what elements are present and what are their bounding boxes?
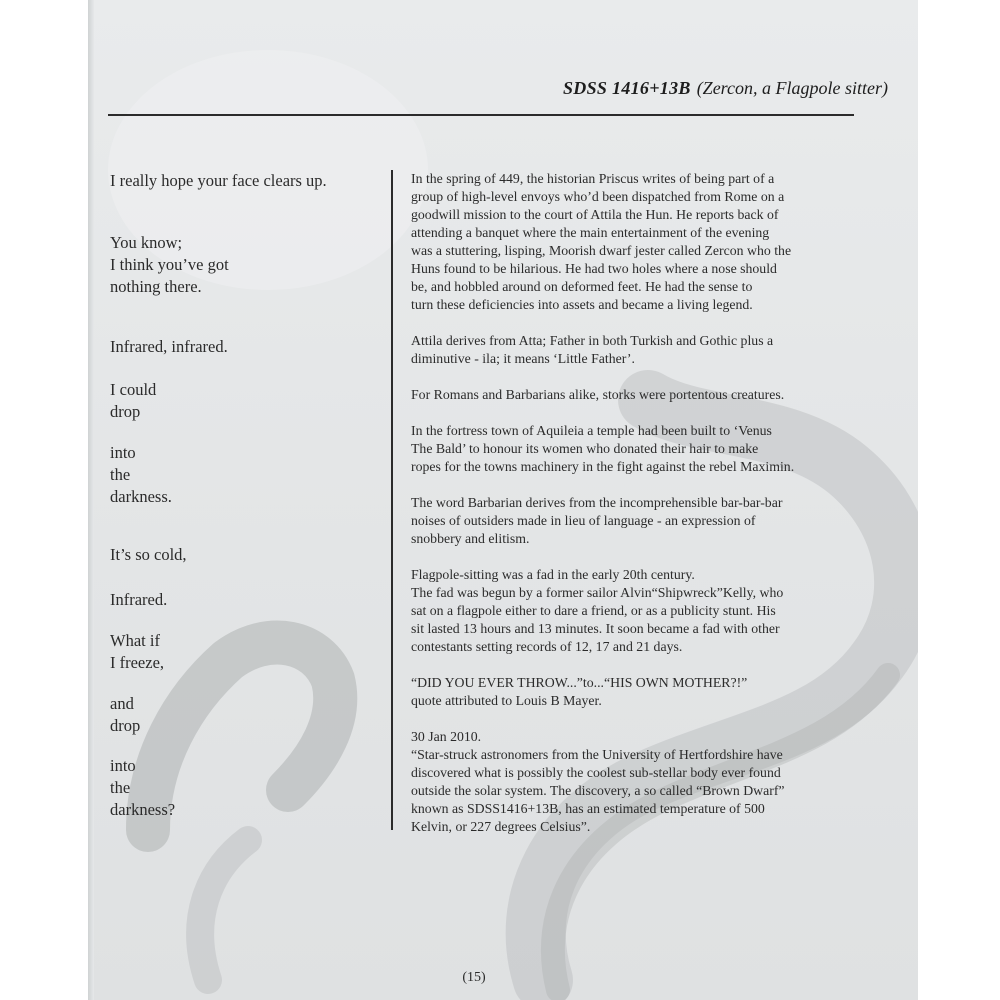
prose-paragraph — [411, 674, 873, 710]
poem-line: the — [110, 465, 131, 484]
prose-line: was a stuttering, lisping, Moorish dwarf jester called Zercon who the — [411, 243, 792, 258]
poem-line: I really hope your face clears up. — [110, 171, 327, 190]
prose-line: Flagpole-sitting was a fad in the early 20th century. — [411, 567, 695, 582]
prose-paragraph — [411, 728, 873, 836]
prose-paragraph — [411, 566, 873, 656]
prose-line: quote attributed to Louis B Mayer. — [411, 693, 602, 708]
prose-line: sat on a flagpole either to dare a friend, or as a publicity stunt. His — [411, 603, 776, 618]
poem-line: I freeze, — [110, 653, 165, 672]
poem-stanza — [110, 755, 175, 821]
prose-line: ropes for the towns machinery in the fight against the rebel Maximin. — [411, 459, 795, 474]
prose-paragraph — [411, 386, 873, 404]
header-rule — [108, 114, 854, 116]
prose-line: In the spring of 449, the historian Priscus writes of being part of a — [411, 171, 775, 186]
prose-line: diminutive - ila; it means ‘Little Father’. — [411, 351, 635, 366]
prose-line: outside the solar system. The discovery, a so called “Brown Dwarf” — [411, 783, 785, 798]
prose-line: For Romans and Barbarians alike, storks were portentous creatures. — [411, 387, 785, 402]
poem-line: nothing there. — [110, 277, 202, 296]
column-divider — [391, 170, 393, 830]
poem-stanza — [110, 442, 172, 508]
prose-paragraph — [411, 332, 873, 368]
prose-line: The Bald’ to honour its women who donated their hair to make — [411, 441, 759, 456]
poem-line: What if — [110, 631, 160, 650]
prose-line: noises of outsiders made in lieu of language - an expression of — [411, 513, 756, 528]
poem-line: It’s so cold, — [110, 545, 187, 564]
prose-line: Attila derives from Atta; Father in both Turkish and Gothic plus a — [411, 333, 774, 348]
poem-stanza — [110, 693, 140, 737]
prose-line: attending a banquet where the main entertainment of the evening — [411, 225, 770, 240]
prose-line: goodwill mission to the court of Attila the Hun. He reports back of — [411, 207, 779, 222]
prose-paragraph — [411, 422, 873, 476]
header-subtitle: (Zercon, a Flagpole sitter) — [696, 78, 888, 98]
poem-stanza — [110, 630, 164, 674]
poem-stanza — [110, 170, 327, 192]
poem-line: into — [110, 443, 136, 462]
prose-line: “DID YOU EVER THROW...”to...“HIS OWN MOTHER?!” — [411, 675, 748, 690]
prose-paragraph — [411, 494, 873, 548]
poem-line: darkness? — [110, 800, 176, 819]
prose-column — [411, 170, 873, 854]
poem-line: into — [110, 756, 136, 775]
poem-stanza — [110, 544, 187, 566]
prose-line: Huns found to be hilarious. He had two holes where a nose should — [411, 261, 777, 276]
poem-line: darkness. — [110, 487, 172, 506]
prose-paragraph — [411, 170, 873, 314]
prose-line: contestants setting records of 12, 17 and 21 days. — [411, 639, 683, 654]
prose-line: discovered what is possibly the coolest sub-stellar body ever found — [411, 765, 781, 780]
prose-line: sit lasted 13 hours and 13 minutes. It soon became a fad with other — [411, 621, 780, 636]
prose-line: In the fortress town of Aquileia a temple had been built to ‘Venus — [411, 423, 772, 438]
prose-line: snobbery and elitism. — [411, 531, 530, 546]
page-number: (15) — [462, 970, 486, 985]
poem-stanza — [110, 379, 156, 423]
poem-stanza — [110, 589, 167, 611]
poem-line: drop — [110, 716, 141, 735]
prose-line: “Star-struck astronomers from the University of Hertfordshire have — [411, 747, 783, 762]
poem-line: the — [110, 778, 131, 797]
prose-line: known as SDSS1416+13B, has an estimated temperature of 500 — [411, 801, 765, 816]
poem-stanza — [110, 232, 229, 298]
prose-line: be, and hobbled around on deformed feet. He had the sense to — [411, 279, 753, 294]
prose-line: group of high-level envoys who’d been dispatched from Rome on a — [411, 189, 785, 204]
poem-line: You know; — [110, 233, 183, 252]
poem-line: I could — [110, 380, 157, 399]
header-code: SDSS 1416+13B — [562, 78, 691, 98]
book-page — [88, 0, 918, 1000]
poem-line: I think you’ve got — [110, 255, 229, 274]
prose-line: The word Barbarian derives from the incomprehensible bar-bar-bar — [411, 495, 783, 510]
poem-line: Infrared, infrared. — [110, 337, 228, 356]
poem-line: and — [110, 694, 134, 713]
poem-stanza — [110, 336, 228, 358]
prose-line: The fad was begun by a former sailor Alvin“Shipwreck”Kelly, who — [411, 585, 784, 600]
prose-line: Kelvin, or 227 degrees Celsius”. — [411, 819, 591, 834]
running-header — [108, 78, 888, 99]
prose-line: 30 Jan 2010. — [411, 729, 482, 744]
poem-line: drop — [110, 402, 141, 421]
poem-line: Infrared. — [110, 590, 168, 609]
prose-line: turn these deficiencies into assets and became a living legend. — [411, 297, 753, 312]
